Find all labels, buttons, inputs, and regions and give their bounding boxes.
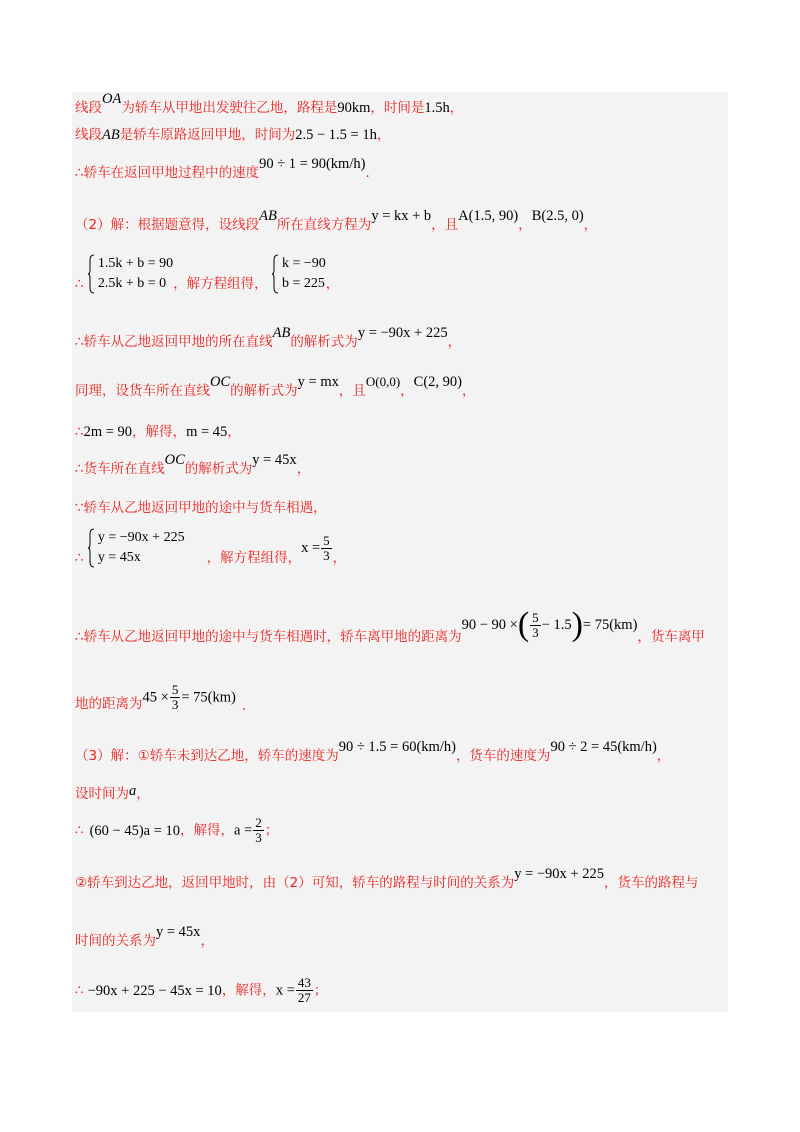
math: 2.5 − 1.5 = 1h — [295, 127, 377, 143]
line-5 — [75, 254, 339, 294]
math: 90 ÷ 1.5 = 60(km/h) — [338, 739, 456, 755]
text: ∴ — [75, 424, 84, 440]
math: OA — [102, 91, 122, 107]
math: y = mx — [297, 374, 339, 390]
text: 所在直线方程为 — [276, 217, 372, 233]
text: ， — [447, 334, 462, 350]
math: AB — [272, 325, 291, 341]
text: ， — [376, 127, 391, 143]
math: a — [129, 783, 137, 799]
line-10 — [75, 499, 327, 517]
equation-row: 2.5k + b = 0 — [97, 276, 167, 291]
line-3 — [75, 156, 370, 182]
math: −90x + 225 − 45x = 10 — [87, 982, 222, 999]
math: (60 − 45)a = 10 — [89, 822, 181, 839]
line-2 — [75, 126, 390, 144]
text: ， — [583, 217, 598, 233]
equation-row: 1.5k + b = 90 — [97, 256, 174, 271]
equation-system-2 — [272, 254, 326, 294]
math: y = 45x — [156, 924, 201, 940]
line-12 — [75, 606, 705, 645]
fraction — [530, 611, 541, 640]
text: ， — [200, 933, 214, 949]
brace-icon — [272, 254, 279, 294]
line-8 — [75, 423, 241, 441]
equation-row: b = 225 — [281, 276, 325, 291]
text: ， — [462, 383, 476, 399]
text: ，时间是 — [370, 100, 425, 116]
brace-icon — [88, 528, 95, 568]
equation-row: k = −90 — [281, 256, 326, 271]
equation-system-1 — [88, 254, 173, 294]
text: 的解析式为 — [290, 334, 358, 350]
text: ，且 — [338, 383, 366, 399]
text: ， — [332, 550, 347, 566]
text: ，货车离甲 — [637, 629, 705, 645]
math: OC — [164, 452, 185, 468]
text: （2）解：根据题意得，设线段 — [75, 217, 260, 233]
text: ，解方程组得， — [206, 550, 302, 566]
text: 线段 — [75, 127, 102, 143]
line-9 — [75, 452, 311, 478]
math: x = — [275, 982, 295, 999]
text: ； — [264, 822, 279, 839]
fraction — [253, 816, 264, 845]
line-15 — [75, 785, 150, 803]
math: 90km — [337, 100, 371, 116]
text: ∴ — [75, 550, 84, 566]
text: 为轿车从甲地出发驶往乙地，路程是 — [121, 100, 338, 116]
text: 是轿车原路返回甲地，时间为 — [119, 127, 296, 143]
text: 地的距离为 — [75, 695, 143, 712]
math: x = — [301, 540, 321, 556]
line-19 — [75, 976, 327, 1005]
text: ，且 — [431, 217, 459, 233]
paren-left: ( — [517, 606, 530, 643]
line-16 — [75, 816, 278, 845]
fraction — [321, 534, 332, 563]
text: ∴ — [75, 276, 84, 292]
text: ∴轿车从乙地返回甲地的所在直线 — [75, 334, 273, 350]
text: ， — [400, 383, 414, 399]
line-18 — [75, 924, 214, 950]
math: B(2.5, 0) — [531, 208, 584, 224]
fraction — [296, 976, 313, 1005]
text: ， — [656, 748, 671, 764]
denominator: 3 — [255, 830, 262, 845]
text: 的解析式为 — [184, 461, 253, 477]
math: OC — [210, 374, 231, 390]
text: ，货车的路程与 — [604, 875, 699, 891]
line-4 — [75, 208, 598, 234]
math: y = −90x + 225 — [514, 866, 604, 882]
denominator: 3 — [323, 547, 330, 563]
denominator: 3 — [532, 624, 539, 640]
numerator: 43 — [297, 975, 311, 990]
line-7 — [75, 374, 476, 400]
text: 同理，设货车所在直线 — [75, 383, 210, 399]
math: 45 × — [142, 689, 169, 706]
math: AB — [259, 208, 277, 224]
math: 1.5h — [424, 100, 450, 116]
text: ， — [518, 217, 532, 233]
line-1 — [75, 91, 464, 117]
line-17 — [75, 866, 699, 892]
math: AB — [102, 127, 120, 143]
text: 设时间为 — [75, 786, 129, 802]
numerator: 2 — [255, 815, 262, 830]
math: − 1.5 — [541, 617, 572, 633]
text: 的解析式为 — [230, 383, 298, 399]
text: ②轿车到达乙地，返回甲地时，由（2）可知，轿车的路程与时间的关系为 — [75, 875, 515, 891]
text: ，解得， — [132, 424, 187, 440]
text: 时间的关系为 — [75, 933, 156, 949]
math: m = 45 — [186, 424, 228, 440]
text: ， — [227, 424, 241, 440]
text: （3）解：①轿车未到达乙地，轿车的速度为 — [75, 748, 339, 764]
text: ，货车的速度为 — [455, 748, 551, 764]
text: ，解得， — [221, 982, 276, 999]
line-6 — [75, 325, 462, 351]
line-13 — [75, 683, 246, 712]
text: 线段 — [75, 100, 102, 116]
paren-right: ) — [571, 606, 583, 643]
numerator: 5 — [171, 682, 179, 697]
math: A(1.5, 90) — [458, 208, 519, 224]
fraction — [170, 683, 181, 712]
text: . — [241, 697, 247, 714]
text: ， — [296, 461, 311, 477]
text: ∴货车所在直线 — [75, 461, 165, 477]
denominator: 3 — [171, 697, 179, 712]
text: ； — [313, 982, 328, 999]
denominator: 27 — [297, 990, 311, 1005]
line-11 — [75, 528, 346, 568]
math: y = kx + b — [371, 208, 432, 224]
numerator: 5 — [323, 532, 330, 548]
math: 90 − 90 × — [461, 617, 518, 633]
math: O(0,0) — [365, 374, 401, 389]
text: ，解方程组得， — [173, 276, 268, 292]
math: C(2, 90) — [413, 374, 463, 390]
numerator: 5 — [532, 609, 539, 625]
text: ∴ — [75, 982, 84, 999]
text: ， — [449, 100, 464, 116]
equation-system-3 — [88, 528, 185, 568]
math: = 75(km) — [181, 689, 236, 706]
text: ， — [136, 786, 150, 802]
math: 90 ÷ 1 = 90(km/h) — [259, 156, 366, 172]
line-14 — [75, 739, 671, 765]
math: y = −90x + 225 — [357, 325, 448, 341]
math: = 75(km) — [582, 617, 638, 633]
brace-icon — [88, 254, 95, 294]
text: ，解得， — [180, 822, 235, 839]
text: ， — [325, 276, 340, 292]
equation-row: y = −90x + 225 — [97, 530, 185, 545]
equation-row: y = 45x — [97, 550, 141, 565]
math: 2m = 90 — [83, 424, 133, 440]
math: 90 ÷ 2 = 45(km/h) — [550, 739, 657, 755]
text: ∴轿车在返回甲地过程中的速度 — [75, 165, 260, 181]
text: ∴ — [75, 822, 84, 839]
text: ∵轿车从乙地返回甲地的途中与货车相遇， — [75, 500, 327, 516]
text: ∴轿车从乙地返回甲地的途中与货车相遇时，轿车离甲地的距离为 — [75, 629, 462, 645]
text: . — [365, 165, 370, 181]
math: a = — [234, 822, 253, 839]
math: y = 45x — [252, 452, 297, 468]
